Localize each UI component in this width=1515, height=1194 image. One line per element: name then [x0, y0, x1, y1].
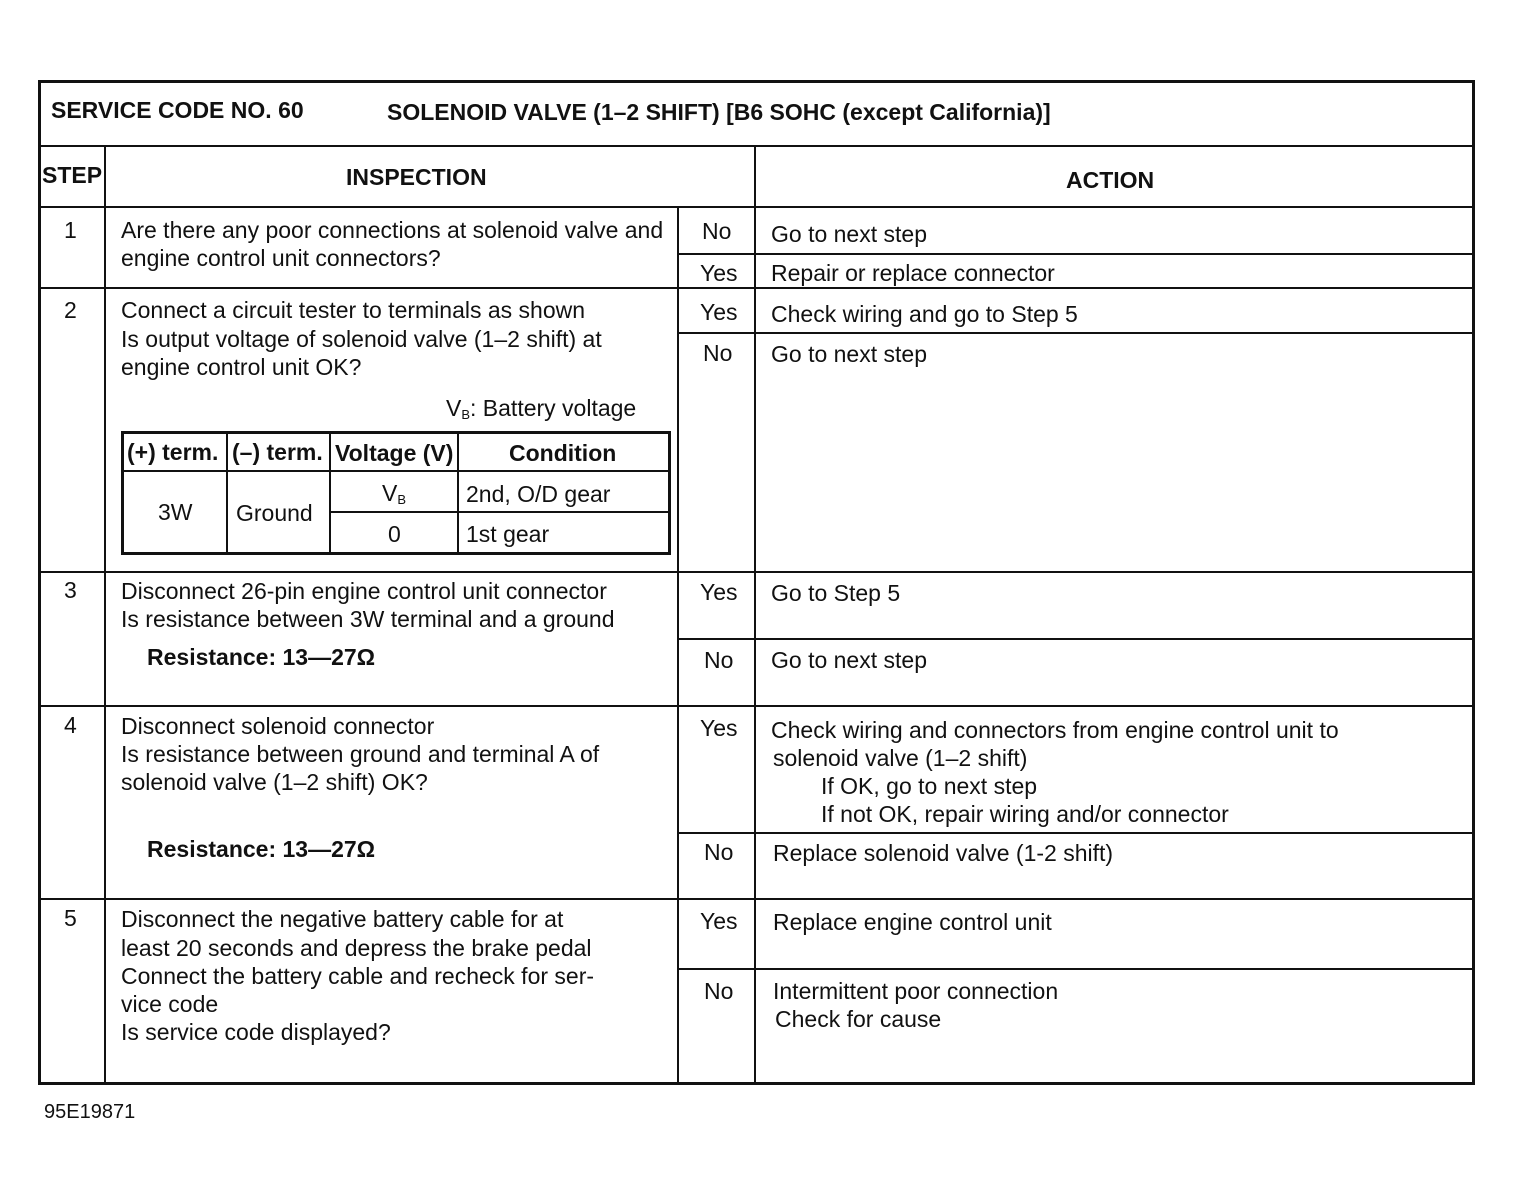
action-text: Check for cause	[775, 1006, 942, 1032]
action-text: Go to next step	[771, 341, 927, 367]
subtable-header-rule	[121, 470, 671, 472]
step4-bottom-rule	[38, 898, 1475, 900]
subtable-col-rule	[329, 431, 331, 555]
figure-id: 95E19871	[44, 1101, 136, 1123]
inspection-text: engine control unit connectors?	[121, 245, 441, 271]
voltage-value: 0	[388, 521, 401, 547]
subtable-row-rule	[329, 511, 671, 513]
inspection-text: Is service code displayed?	[121, 1019, 391, 1045]
inspection-text: Disconnect the negative battery cable for at	[121, 906, 564, 932]
action-text: Intermittent poor connection	[773, 978, 1059, 1004]
inspection-text: solenoid valve (1–2 shift) OK?	[121, 769, 428, 795]
step-column-header: STEP	[42, 162, 103, 188]
inspection-text: Connect a circuit tester to terminals as shown	[121, 297, 586, 323]
answer-yes: Yes	[700, 299, 738, 325]
answer-yes: Yes	[700, 908, 738, 934]
component-title: SOLENOID VALVE (1–2 SHIFT) [B6 SOHC (except California)]	[387, 99, 1051, 125]
action-column-rule	[754, 145, 756, 1085]
step5-result-divider	[678, 968, 1475, 970]
inspection-text: Is output voltage of solenoid valve (1–2 shift) at	[121, 326, 602, 352]
step4-result-divider	[678, 832, 1475, 834]
action-text: solenoid valve (1–2 shift)	[773, 745, 1028, 771]
subtable-header: Condition	[509, 440, 617, 466]
subtable-header: (+) term.	[127, 439, 219, 465]
action-text: Go to Step 5	[771, 580, 901, 606]
inspection-text: Are there any poor connections at solenoid valve and	[121, 217, 664, 243]
action-text: Go to next step	[771, 221, 927, 247]
answer-no: No	[704, 647, 734, 673]
step-number: 1	[64, 217, 77, 243]
subtable-header: Voltage (V)	[335, 440, 454, 466]
answer-no: No	[704, 839, 734, 865]
action-text: Repair or replace connector	[771, 260, 1055, 286]
header-divider	[38, 145, 1475, 147]
action-text: If not OK, repair wiring and/or connector	[821, 801, 1229, 827]
plus-terminal-value: 3W	[158, 499, 193, 525]
battery-voltage-note: VB: Battery voltage	[446, 395, 637, 422]
action-text: Go to next step	[771, 647, 927, 673]
column-header-divider	[38, 206, 1475, 208]
voltage-value: VB	[382, 480, 407, 507]
answer-yes: Yes	[700, 715, 738, 741]
inspection-text: Disconnect solenoid connector	[121, 713, 435, 739]
step1-result-divider	[678, 253, 1475, 255]
inspection-text: Is resistance between 3W terminal and a ground	[121, 606, 615, 632]
inspection-text: Connect the battery cable and recheck for ser-	[121, 963, 595, 989]
action-text: Check wiring and go to Step 5	[771, 301, 1078, 327]
inspection-column-header: INSPECTION	[346, 164, 487, 190]
answer-no: No	[704, 978, 734, 1004]
inspection-text: Disconnect 26-pin engine control unit connector	[121, 578, 607, 604]
inspection-text: engine control unit OK?	[121, 354, 362, 380]
action-text: Replace engine control unit	[773, 909, 1052, 935]
inspection-text: Is resistance between ground and terminal A of	[121, 741, 600, 767]
step2-result-divider	[678, 332, 1475, 334]
service-code-number: SERVICE CODE NO. 60	[51, 97, 304, 123]
answer-yes: Yes	[700, 579, 738, 605]
step-number: 5	[64, 905, 77, 931]
step3-result-divider	[678, 638, 1475, 640]
subtable-header: (–) term.	[232, 439, 323, 465]
action-column-header: ACTION	[1066, 167, 1155, 193]
answer-yes: Yes	[700, 260, 738, 286]
action-text: If OK, go to next step	[821, 773, 1038, 799]
subtable-col-rule	[457, 431, 459, 555]
step3-bottom-rule	[38, 705, 1475, 707]
step-number: 3	[64, 577, 77, 603]
condition-value: 2nd, O/D gear	[466, 481, 611, 507]
step-number: 2	[64, 297, 77, 323]
resistance-spec: Resistance: 13—27Ω	[147, 836, 376, 862]
action-text: Replace solenoid valve (1-2 shift)	[773, 840, 1114, 866]
resistance-spec: Resistance: 13—27Ω	[147, 644, 376, 670]
inspection-text: least 20 seconds and depress the brake pedal	[121, 935, 592, 961]
step-number: 4	[64, 712, 77, 738]
minus-terminal-value: Ground	[236, 500, 313, 526]
answer-no: No	[702, 218, 732, 244]
step1-bottom-rule	[38, 287, 1475, 289]
inspection-text: vice code	[121, 991, 219, 1017]
condition-value: 1st gear	[466, 521, 550, 547]
answer-no: No	[703, 340, 733, 366]
step-column-rule	[104, 145, 106, 1085]
step2-bottom-rule	[38, 571, 1475, 573]
subtable-col-rule	[226, 431, 228, 555]
answer-column-rule	[677, 206, 679, 1085]
action-text: Check wiring and connectors from engine control unit to	[771, 717, 1339, 743]
